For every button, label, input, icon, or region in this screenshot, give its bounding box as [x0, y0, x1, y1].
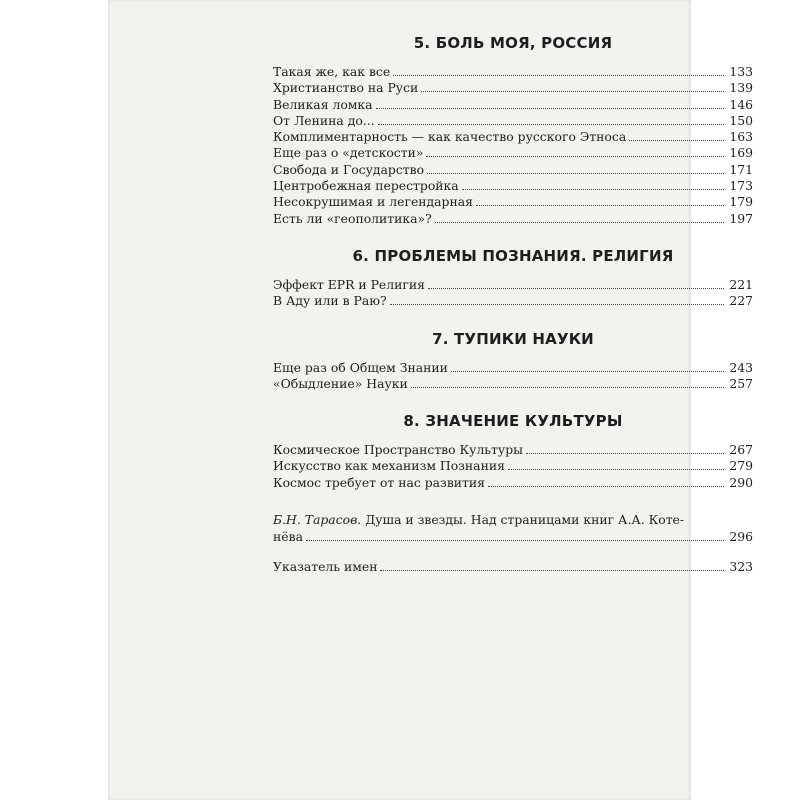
dot-leader [428, 288, 724, 289]
toc-list [273, 277, 753, 310]
toc-entry [273, 293, 753, 309]
entry-page: 179 [729, 194, 753, 210]
entry-title: Искусство как механизм Познания [273, 458, 505, 474]
toc-entry [273, 145, 753, 161]
toc-entry [273, 376, 753, 392]
toc-entry [273, 178, 753, 194]
toc-entry [273, 442, 753, 458]
section-title: 8. ЗНАЧЕНИЕ КУЛЬТУРЫ [403, 412, 623, 431]
spacer [273, 545, 753, 559]
section-6 [273, 247, 753, 330]
entry-title: Космос требует от нас развития [273, 474, 485, 490]
entry-title: Христианство на Руси [273, 80, 419, 96]
entry-title: Еще раз о «детскости» [273, 145, 424, 161]
entry-title: Указатель имен [273, 559, 378, 575]
book-page [108, 0, 753, 800]
section-title: 5. БОЛЬ МОЯ, РОССИЯ [413, 34, 613, 52]
entry-title: Есть ли «геополитика»? [273, 210, 432, 226]
entry-title: Великая ломка [273, 96, 373, 112]
dot-leader [376, 108, 724, 109]
index-entry [273, 559, 753, 575]
spacer [273, 491, 753, 511]
dot-leader [393, 75, 724, 76]
section-5 [273, 34, 753, 247]
toc-list [273, 64, 753, 227]
section-title: 7. ТУПИКИ НАУКИ [432, 329, 594, 348]
table-of-contents [273, 34, 753, 576]
toc-entry [273, 211, 753, 227]
entry-title: Центробежная перестройка [273, 178, 459, 194]
toc-entry [273, 194, 753, 210]
entry-page: 279 [729, 458, 753, 474]
dot-leader [629, 140, 724, 141]
toc-entry [273, 529, 753, 545]
toc-entry [273, 80, 753, 96]
toc-entry [273, 360, 753, 376]
dot-leader [378, 124, 724, 125]
toc-entry [273, 64, 753, 80]
entry-title: Космическое Пространство Культуры [273, 442, 523, 458]
entry-title: В Аду или в Раю? [273, 293, 387, 309]
entry-page: 227 [729, 293, 753, 309]
entry-page: 171 [729, 161, 753, 177]
afterword-author: Б.Н. Тарасов. [273, 512, 362, 528]
entry-title: Несокрушимая и легендарная [273, 194, 473, 210]
spacer [273, 392, 753, 412]
toc-list [273, 442, 753, 491]
entry-page: 133 [729, 64, 753, 79]
entry-page: 173 [729, 178, 753, 194]
entry-title: Свобода и Государство [273, 161, 425, 177]
entry-page: 197 [729, 210, 753, 226]
dot-leader [390, 304, 724, 305]
toc-entry [273, 458, 753, 474]
toc-entry [273, 277, 753, 293]
entry-page: 296 [729, 529, 753, 545]
spacer [273, 227, 753, 247]
dot-leader [380, 570, 724, 571]
dot-leader [462, 189, 724, 190]
entry-title: Комплиментарность — как качество русского Этноса [273, 129, 627, 145]
entry-page: 257 [729, 375, 753, 391]
entry-title: «Обыдление» Науки [273, 375, 408, 391]
entry-page: 243 [729, 359, 753, 375]
entry-title: Эффект EPR и Религия [273, 276, 425, 292]
dot-leader [526, 453, 724, 454]
section-7 [273, 330, 753, 413]
section-8 [273, 412, 753, 511]
dot-leader [451, 371, 724, 372]
dot-leader [427, 173, 724, 174]
afterword-line-1 [273, 511, 753, 529]
spacer [273, 310, 753, 330]
dot-leader [306, 540, 724, 541]
dot-leader [508, 469, 724, 470]
toc-entry [273, 475, 753, 491]
dot-leader [476, 205, 724, 206]
dot-leader [488, 486, 724, 487]
entry-page: 169 [729, 145, 753, 161]
toc-entry [273, 129, 753, 145]
entry-title: Такая же, как все [273, 64, 391, 79]
entry-page: 290 [729, 474, 753, 490]
entry-page: 163 [729, 129, 753, 145]
dot-leader [421, 91, 724, 92]
entry-title: Еще раз об Общем Знании [273, 359, 448, 375]
entry-page: 150 [729, 112, 753, 128]
afterword-entry [273, 511, 753, 545]
entry-page: 323 [729, 559, 753, 575]
afterword-title: Душа и звезды. Над страницами книг А.А. Коте- [361, 512, 685, 528]
entry-page: 146 [729, 96, 753, 112]
toc-entry [273, 162, 753, 178]
entry-page: 267 [729, 442, 753, 458]
entry-page: 221 [729, 276, 753, 292]
entry-title: От Ленина до... [273, 112, 375, 128]
dot-leader [426, 156, 724, 157]
section-title: 6. ПРОБЛЕМЫ ПОЗНАНИЯ. РЕЛИГИЯ [352, 246, 674, 265]
entry-page: 139 [729, 80, 753, 96]
afterword-title-continuation: нёва [273, 529, 303, 545]
toc-entry [273, 113, 753, 129]
toc-entry [273, 97, 753, 113]
toc-list [273, 360, 753, 393]
dot-leader [435, 222, 724, 223]
dot-leader [411, 387, 724, 388]
